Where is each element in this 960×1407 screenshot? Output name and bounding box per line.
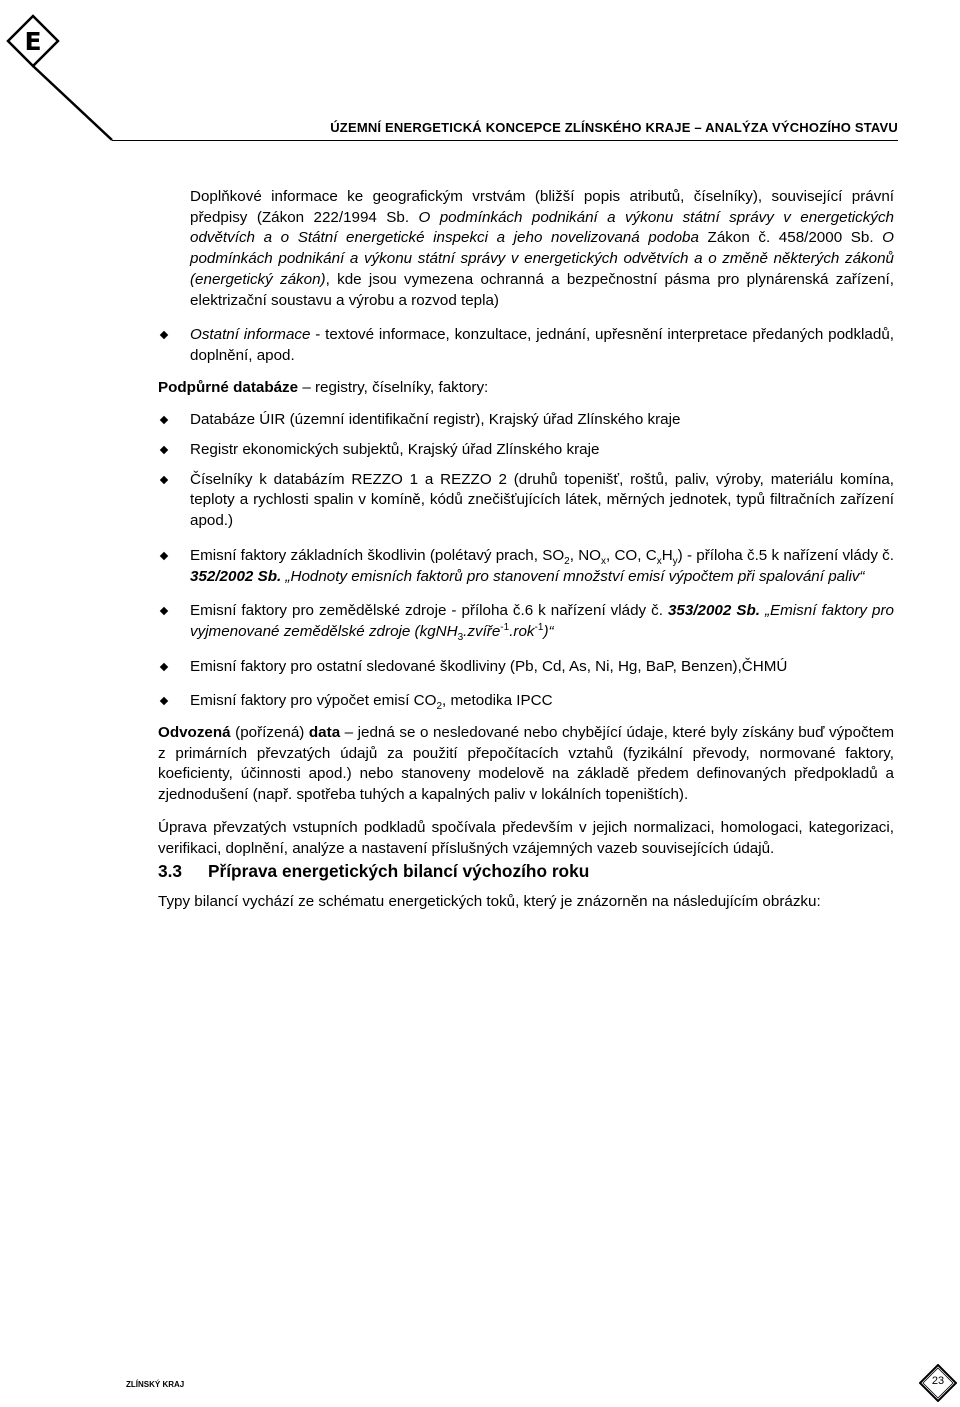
paragraph-additional-info: Doplňkové informace ke geografickým vrstvám (bližší popis atributů, číselníky), související právní předpisy (Zákon 222/1994 Sb. O podmínkách podnikání a výkonu státní správy v energetických odvětvích a o Státní energetické inspekci a jeho novelizovaná podoba Zákon č. 458/2000 Sb. O podmínkách podnikání a výkonu státní správy v energetických odvětvích a o změně některých zákonů (energetický zákon), kde jsou vymezena ochranná a bezpečnostní pásma pro plynárenská zařízení, elektrizační soustavu a výrobu a rozvod tepla) — [190, 188, 895, 309]
bullet-diamond-icon — [160, 446, 168, 454]
footer-region-label: ZLÍNSKÝ KRAJ — [126, 1380, 185, 1389]
bullet-diamond-icon — [160, 697, 168, 705]
list-item-databaze-uir: Databáze ÚIR (územní identifikační registr), Krajský úřad Zlínského kraje — [158, 410, 894, 431]
paragraph-typy-bilanci: Typy bilancí vychází ze schématu energetických toků, který je znázorněn na následujícím obrázku: — [158, 893, 821, 911]
heading-podpurne-databaze: Podpůrné databáze – registry, číselníky, faktory: — [158, 378, 489, 396]
section-heading-3-3 — [158, 859, 894, 883]
list-item-emisni-faktory-co2: Emisní faktory pro výpočet emisí $CO_2$, metodika IPCC — [158, 691, 894, 712]
list-item-ciselniky: Číselníky k databázím REZZO 1 a REZZO 2 (druhů topenišť, roštů, paliv, výroby, materiálu komína, teploty a rychlosti spalin v komíně, kódů znečišťujících látek, měrných jednotek, typů filtračních zařízení apod.) — [158, 470, 894, 532]
list-item-registr: Registr ekonomických subjektů, Krajský úřad Zlínského kraje — [158, 440, 894, 461]
main-content — [158, 187, 894, 913]
bullet-diamond-icon — [160, 331, 168, 339]
logo-e-diamond — [0, 0, 118, 145]
list-item-emisni-faktory-zakladni: Emisní faktory základních škodlivin (polétavý prach, $SO_2$, $NO_x$, CO, $C_xH_y$) - příloha č.5 k nařízení vlády č. 352/2002 Sb. „Hodnoty emisních faktorů pro stanovení množství emisí výpočtem při spalování paliv“ — [158, 546, 894, 587]
section-number: 3.3 — [158, 861, 183, 882]
list-item-emisni-faktory-ostatni: Emisní faktory pro ostatní sledované škodliviny (Pb, Cd, As, Ni, Hg, BaP, Benzen),ČHMÚ — [158, 657, 894, 678]
list-item-ostatni-informace: Ostatní informace - textové informace, konzultace, jednání, upřesnění interpretace předaných podkladů, doplnění, apod. — [158, 325, 894, 366]
header-title: ÚZEMNÍ ENERGETICKÁ KONCEPCE ZLÍNSKÉHO KRAJE – ANALÝZA VÝCHOZÍHO STAVU — [330, 120, 898, 135]
paragraph-uprava: Úprava převzatých vstupních podkladů spočívala především v jejich normalizaci, homologaci, kategorizaci, verifikaci, doplnění, analýze a nastavení příslušných vzájemných vazeb souvisejících údajů. — [158, 818, 894, 857]
bullet-diamond-icon — [160, 607, 168, 615]
page-number: 23 — [931, 1375, 945, 1387]
logo-letter: E — [24, 27, 42, 56]
bullet-diamond-icon — [160, 662, 168, 670]
header-divider — [112, 140, 898, 141]
bullet-diamond-icon — [160, 552, 168, 560]
bullet-diamond-icon — [160, 416, 168, 424]
bullet-diamond-icon — [160, 475, 168, 483]
section-title: Příprava energetických bilancí výchozího roku — [208, 861, 590, 882]
paragraph-odvozena-data: Odvozená (pořízená) data – jedná se o nesledované nebo chybějící údaje, které byly získány buď výpočtem z primárních převzatých údajů za použití přepočítacích vztahů (fyzikální převody, normované faktory, koeficienty, účinnosti apod.) nebo stanoveny modelově na základě předem definovaných předpokladů a zjednodušení (např. spotřeba tuhých a kapalných paliv v lokálních topeništích). — [158, 724, 894, 804]
list-item-emisni-faktory-zemedelske: Emisní faktory pro zemědělské zdroje - příloha č.6 k nařízení vlády č. 353/2002 Sb. „Emisní faktory pro vyjmenované zemědělské zdroje (kgNH$_3$.zvíře$^{-1}$.rok$^{-1}$)“ — [158, 601, 894, 642]
